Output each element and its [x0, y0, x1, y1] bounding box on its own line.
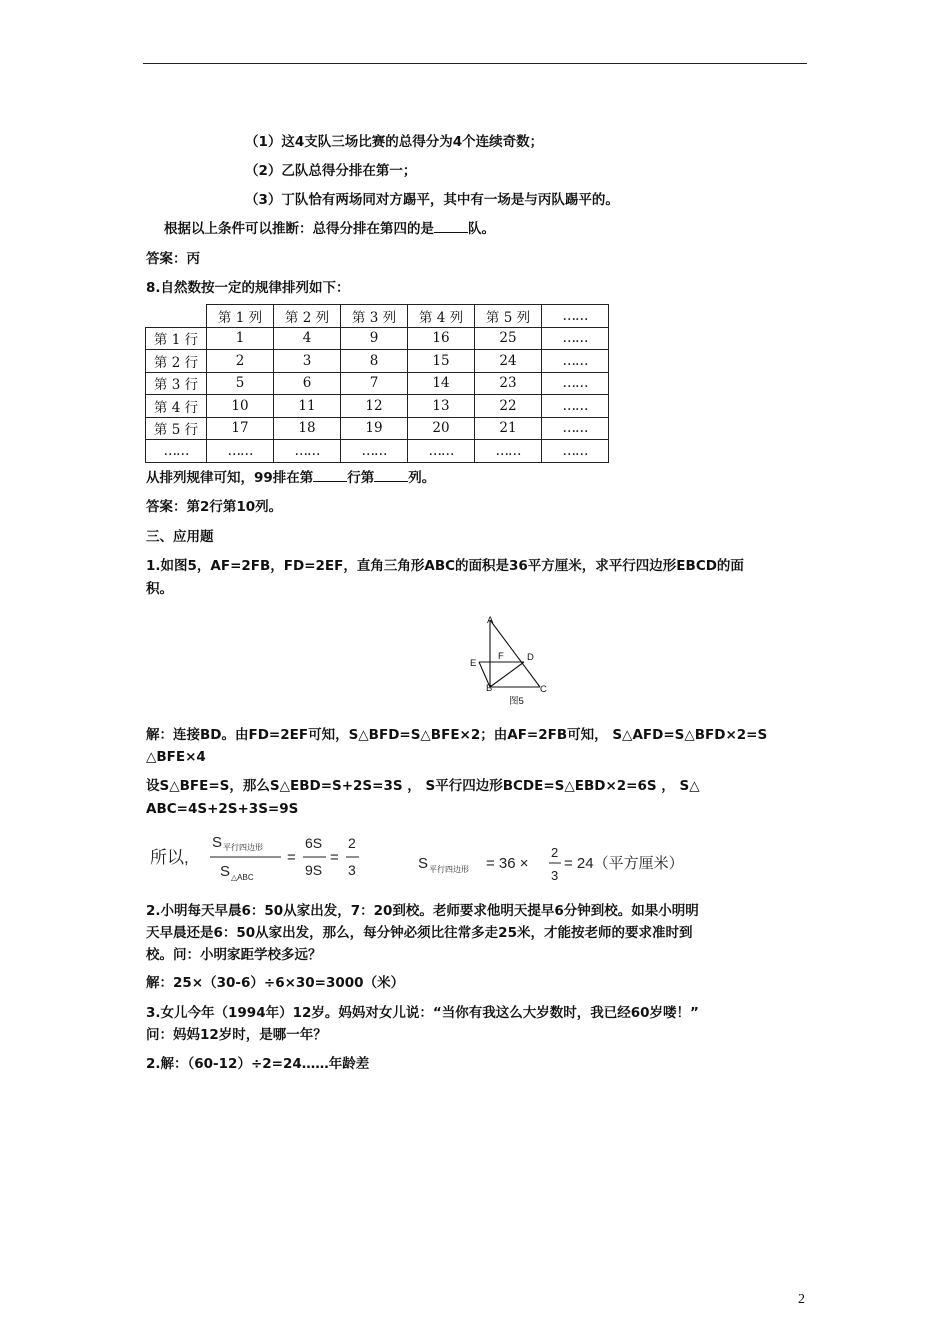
col-header: …… — [542, 305, 609, 328]
label-f: F — [498, 651, 504, 662]
label-c: C — [540, 684, 547, 695]
col-header: 第 3 列 — [341, 305, 408, 328]
p1-text-line-1: 1.如图5，AF=2FB，FD=2EF，直角三角形ABC的面积是36平方厘米，求平行四边形EBCD的面 — [146, 558, 744, 574]
table-cell: 13 — [408, 395, 475, 418]
col-header: 第 1 列 — [207, 305, 274, 328]
page-number: 2 — [798, 1292, 805, 1307]
q8-blank-col — [374, 469, 408, 482]
q8-ask-p2: 行第 — [347, 470, 375, 486]
table-cell: 22 — [475, 395, 542, 418]
figure-5 — [466, 612, 556, 708]
table-cell: 1 — [207, 327, 274, 350]
table-corner — [146, 305, 207, 328]
area-ratio-formula — [148, 830, 748, 886]
table-cell: 7 — [341, 372, 408, 395]
header-rule — [143, 63, 807, 64]
col-header: 第 4 列 — [408, 305, 475, 328]
table-row — [146, 440, 609, 463]
formula-prefix: 所以, — [150, 848, 189, 867]
label-b: B — [486, 683, 493, 694]
q8-question — [146, 469, 435, 487]
section-heading: 三、应用题 — [146, 529, 214, 545]
table-cell: 16 — [408, 327, 475, 350]
table-cell: …… — [408, 440, 475, 463]
formula-rhs: = 36 × — [486, 855, 529, 872]
table-cell: …… — [475, 440, 542, 463]
p2-solution: 解：25×（30-6）÷6×30=3000（米） — [146, 975, 405, 991]
sequence-table — [145, 304, 609, 463]
formula-sub-para-rhs: 平行四边形 — [429, 865, 469, 874]
table-cell: 20 — [408, 417, 475, 440]
table-cell: 17 — [207, 417, 274, 440]
figure-caption: 图5 — [509, 696, 524, 707]
segment-bd — [490, 662, 524, 687]
row-header: 第 2 行 — [146, 350, 207, 373]
label-d: D — [527, 652, 534, 663]
q7-ask-before: 根据以上条件可以推断：总得分排在第四的是 — [164, 221, 434, 237]
table-cell: 4 — [274, 327, 341, 350]
q8-ask-p1: 从排列规律可知，99排在第 — [146, 470, 314, 486]
svg-text:=: = — [287, 849, 296, 866]
p1-text-line-2: 积。 — [146, 581, 173, 597]
formula-sub-abc: △ABC — [231, 873, 254, 882]
table-cell: 24 — [475, 350, 542, 373]
formula-result: = 24（平方厘米） — [564, 855, 684, 872]
p3-text-line-2: 问：妈妈12岁时，是哪一年？ — [146, 1027, 327, 1043]
table-cell: 10 — [207, 395, 274, 418]
table-cell: 19 — [341, 417, 408, 440]
frac3-den: 3 — [551, 868, 559, 883]
p3-text-line-1: 3.女儿今年（1994年）12岁。妈妈对女儿说：“当你有我这么大岁数时，我已经60岁喽！” — [146, 1005, 699, 1021]
frac2-den: 3 — [348, 862, 356, 878]
q8-answer: 答案：第2行第10列。 — [146, 499, 283, 515]
table-cell: …… — [274, 440, 341, 463]
table-row — [146, 417, 609, 440]
p2-text-line-3: 校。问：小明家距学校多远？ — [146, 947, 322, 963]
p3-solution: 2.解：（60-12）÷2=24……年龄差 — [146, 1056, 370, 1072]
p1-solution-line-3: 设S△BFE=S，那么S△EBD=S+2S=3S ， S平行四边形BCDE=S△EBD×2=6S ， S△ — [146, 778, 700, 794]
label-a: A — [487, 615, 494, 626]
formula-s-num: S — [212, 834, 223, 851]
table-cell: …… — [542, 395, 609, 418]
row-header: 第 3 行 — [146, 372, 207, 395]
q7-answer: 答案：丙 — [146, 251, 200, 267]
table-cell: …… — [542, 372, 609, 395]
formula-s-den: S — [220, 863, 231, 880]
col-header: 第 2 列 — [274, 305, 341, 328]
col-header: 第 5 列 — [475, 305, 542, 328]
table-cell: 8 — [341, 350, 408, 373]
table-row — [146, 395, 609, 418]
table-cell: 15 — [408, 350, 475, 373]
p2-text-line-2: 天早晨还是6：50从家出发，那么，每分钟必须比往常多走25米，才能按老师的要求准时到 — [146, 925, 693, 941]
condition-2: （2）乙队总得分排在第一； — [245, 163, 417, 179]
table-cell: 9 — [341, 327, 408, 350]
p1-solution-line-4: ABC=4S+2S+3S=9S — [146, 801, 299, 817]
table-cell: …… — [207, 440, 274, 463]
q8-blank-row — [313, 469, 347, 482]
condition-3: （3）丁队恰有两场同对方踢平，其中有一场是与丙队踢平的。 — [245, 192, 619, 208]
q8-ask-p3: 列。 — [408, 470, 436, 486]
formula-sub-para: 平行四边形 — [223, 843, 263, 852]
frac2-num: 2 — [348, 835, 356, 851]
frac3-num: 2 — [551, 845, 559, 860]
row-header: 第 4 行 — [146, 395, 207, 418]
table-cell: 2 — [207, 350, 274, 373]
condition-1: （1）这4支队三场比赛的总得分为4个连续奇数； — [245, 134, 544, 150]
formula-s-rhs: S — [418, 855, 429, 872]
p1-solution-line-2: △BFE×4 — [146, 749, 206, 765]
table-cell: 3 — [274, 350, 341, 373]
table-row — [146, 372, 609, 395]
svg-text:=: = — [330, 849, 339, 866]
table-cell: 21 — [475, 417, 542, 440]
p1-solution-line-1: 解：连接BD。由FD=2EF可知，S△BFD=S△BFE×2；由AF=2FB可知， S△AFD=S△BFD×2=S — [146, 727, 768, 743]
frac1-num: 6S — [305, 835, 323, 851]
table-row — [146, 350, 609, 373]
q8-title: 8.自然数按一定的规律排列如下： — [146, 280, 350, 296]
table-cell: 6 — [274, 372, 341, 395]
table-cell: …… — [542, 417, 609, 440]
table-cell: 12 — [341, 395, 408, 418]
table-cell: 23 — [475, 372, 542, 395]
row-header: 第 1 行 — [146, 327, 207, 350]
q7-blank — [434, 220, 468, 233]
table-cell: …… — [542, 327, 609, 350]
q7-ask-after: 队。 — [468, 221, 495, 237]
q7-question — [164, 220, 495, 238]
p2-text-line-1: 2.小明每天早晨6：50从家出发，7：20到校。老师要求他明天提早6分钟到校。如果小明明 — [146, 903, 699, 919]
table-cell: 14 — [408, 372, 475, 395]
table-header-row — [146, 305, 609, 328]
table-cell: …… — [542, 350, 609, 373]
table-cell: 25 — [475, 327, 542, 350]
table-cell: 5 — [207, 372, 274, 395]
frac1-den: 9S — [305, 862, 323, 878]
row-header: …… — [146, 440, 207, 463]
table-cell: 18 — [274, 417, 341, 440]
label-e: E — [470, 658, 477, 669]
table-cell: 11 — [274, 395, 341, 418]
table-cell: …… — [542, 440, 609, 463]
table-cell: …… — [341, 440, 408, 463]
row-header: 第 5 行 — [146, 417, 207, 440]
table-row — [146, 327, 609, 350]
